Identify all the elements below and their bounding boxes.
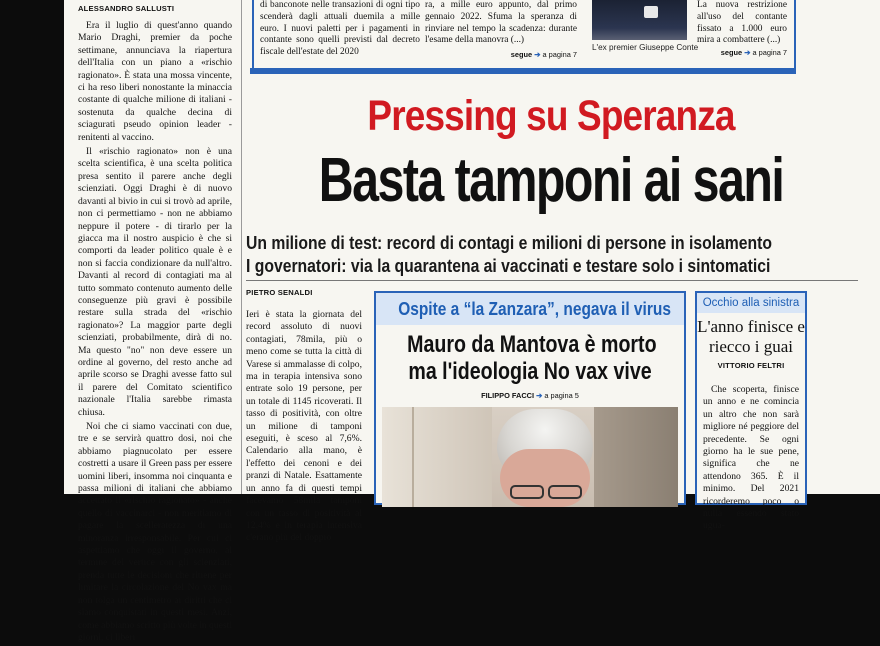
box-byline: FILIPPO FACCI [481,391,535,400]
conte-photo [592,0,687,40]
deck-line-1: Un milione di test: record di contagi e milioni di persone in isolamento [246,232,772,253]
strip-text-2: ra, a mille euro appunto, dal primo gennaio 2022. Sfuma la speranza di rinviare nel tempo la scadenza: durante l'esame della manovra (...) [425,0,577,46]
lead-byline: PIETRO SENALDI [246,288,313,297]
side-topline: Occhio alla sinistra [697,293,805,313]
left-paragraph: Noi che ci siamo vaccinati con due, tre e se servirà quattro dosi, noi che abbiamo piagnucolato per essere costretti a usare il Green pass per essere uomini liberi, insomma noi cinquanta e passa milioni di italiani che abbiamo accettato il «rischio ragionato» - anche quello di vaccinarci - non meritiamo di pagare la scelleratezza di una minoranza irresponsabile. Per cui ci aspettiamo che oggi il governo, al termine del vertice con gli scienziati, prenda tutte le decisioni che ritiene per limitare la circolazione del No vax ma non tolga un centimetro ai diritti che ci siamo conquistati in questi mesi. Anzi, come abbiamo scritto più volte in questi giorni, ci liberi [78,421,233,643]
segue-label: segue [510,50,533,60]
glasses-left [510,485,544,499]
box-topline [376,293,684,325]
arrow-right-icon: ➔ [534,50,541,60]
main-headline: Basta tamponi ai sani [318,146,784,215]
photo-caption: L'ex premier Giuseppe Conte [592,43,699,52]
box-headline [376,331,684,385]
mauro-photo [382,407,678,507]
page-ref: a pagina 7 [752,48,787,58]
deck-line-2: I governatori: via la quarantena ai vaccinati e testare solo i sintomatici [246,255,771,276]
box-headline-line-1: Mauro da Mantova è morto [407,331,657,358]
zanzara-box [374,291,686,505]
side-body: Che scoperta, finisce un anno e ne comincia un altro che non sarà migliore né peggiore del precedente. Se ogni giorno ha le sue pene, significa che ne attendono 365. È il minimo. Del 2021 ricorderemo poco o nulla essendo stato ugua- [703,384,799,532]
box-page-ref: a pagina 5 [544,391,579,400]
left-column-text [78,20,232,646]
photo-background-right [594,407,678,507]
box-byline-link[interactable] [376,391,684,400]
segue-link[interactable] [697,48,787,57]
strip-text-4: La nuova restrizione all'uso del contante fissato a 1.000 euro mira a combattere (...) [697,0,787,46]
side-headline: L'anno finisce e riecco i guai [697,317,805,356]
photo-background-left [382,407,492,507]
blue-rule [250,68,796,74]
left-paragraph: Era il luglio di quest'anno quando Mario Draghi, premier da poche settimane, annunciava la riapertura dell'Italia con un piano a «rischio ragionato». È stata una mossa vincente, ci ha reso liberi nonostante la minaccia costante di qualche milione di italiani - sostenuta da qualche decina di sciagurati pseudo opinion leader - renitenti al vaccino. [78,20,232,143]
column-divider [241,0,242,494]
strip-col-4 [697,0,787,68]
glasses-right [548,485,582,499]
door-frame [412,407,414,507]
left-byline: ALESSANDRO SALLUSTI [78,4,175,13]
lead-body: Ieri è stata la giornata del record assoluto di nuovi contagiati, 78mila, più o meno come se tutta la città di Varese si ammalasse di colpo, ma in terapia intensiva sono entrate solo 19 persone, per un totale di 1145 ricoverati. Il tasso di positività, con oltre un milione di tamponi eseguiti, è sceso al 7,6%. Calendario alla mano, è l'effetto dei cenoni e dei pranzi di Natale. Esattamente un anno fa di questi tempi facevamo 58mila tamponi con un tasso di positività al 12,4% e in terapia intensiva c'erano più del doppio [246,309,362,544]
segue-link[interactable] [425,50,577,59]
kicker: Pressing su Speranza [367,92,735,140]
box-topline-text: Ospite a “la Zanzara”, negava il virus [398,299,671,319]
strip-text-1: di banconote nelle transazioni di ogni tipo scenderà dagli attuali duemila a mille euro. I nuovi paletti per i pagamenti in contante sono quelli previsti dal decreto fiscale dell'estate del 2020 [260,0,420,58]
side-column-box [695,291,807,532]
arrow-right-icon: ➔ [536,391,543,400]
newspaper-page [64,0,880,643]
segue-label: segue [720,48,743,58]
side-byline: VITTORIO FELTRI [717,361,785,370]
arrow-right-icon: ➔ [744,48,751,58]
page-ref: a pagina 7 [542,50,577,60]
shirt-cuff [644,6,658,18]
left-paragraph: Il «rischio ragionato» non è una scelta scientifica, è una scelta politica presa sentito il parere anche degli scienziati. Oggi Draghi è di nuovo davanti al bivio in cui si trovò ad aprile, non ci permettiamo - non ne abbiamo neppure il potere - di tirarlo per la giacca ma il nostro auspicio è che si comporti da leader politico quale è e non si faccia condizionare da null'altro. Davanti al record di contagiati ma al tutto sommato contenuto aumento delle conseguenze più gravi è possibile restare sulla strada del «rischio ragionato»? La maggior parte degli scienziati, probabilmente, dirà di no. Ma questo "no" non deve essere un ordine al governo, del resto anche ad aprile scorso se Draghi avesse fatto sul il parere del Comitato scientifico nazionale l'Italia sarebbe rimasta chiusa. [78,146,232,418]
rule [246,280,858,281]
box-headline-line-2: ma l'ideologia No vax vive [408,358,652,385]
strip-col-2 [425,0,577,68]
